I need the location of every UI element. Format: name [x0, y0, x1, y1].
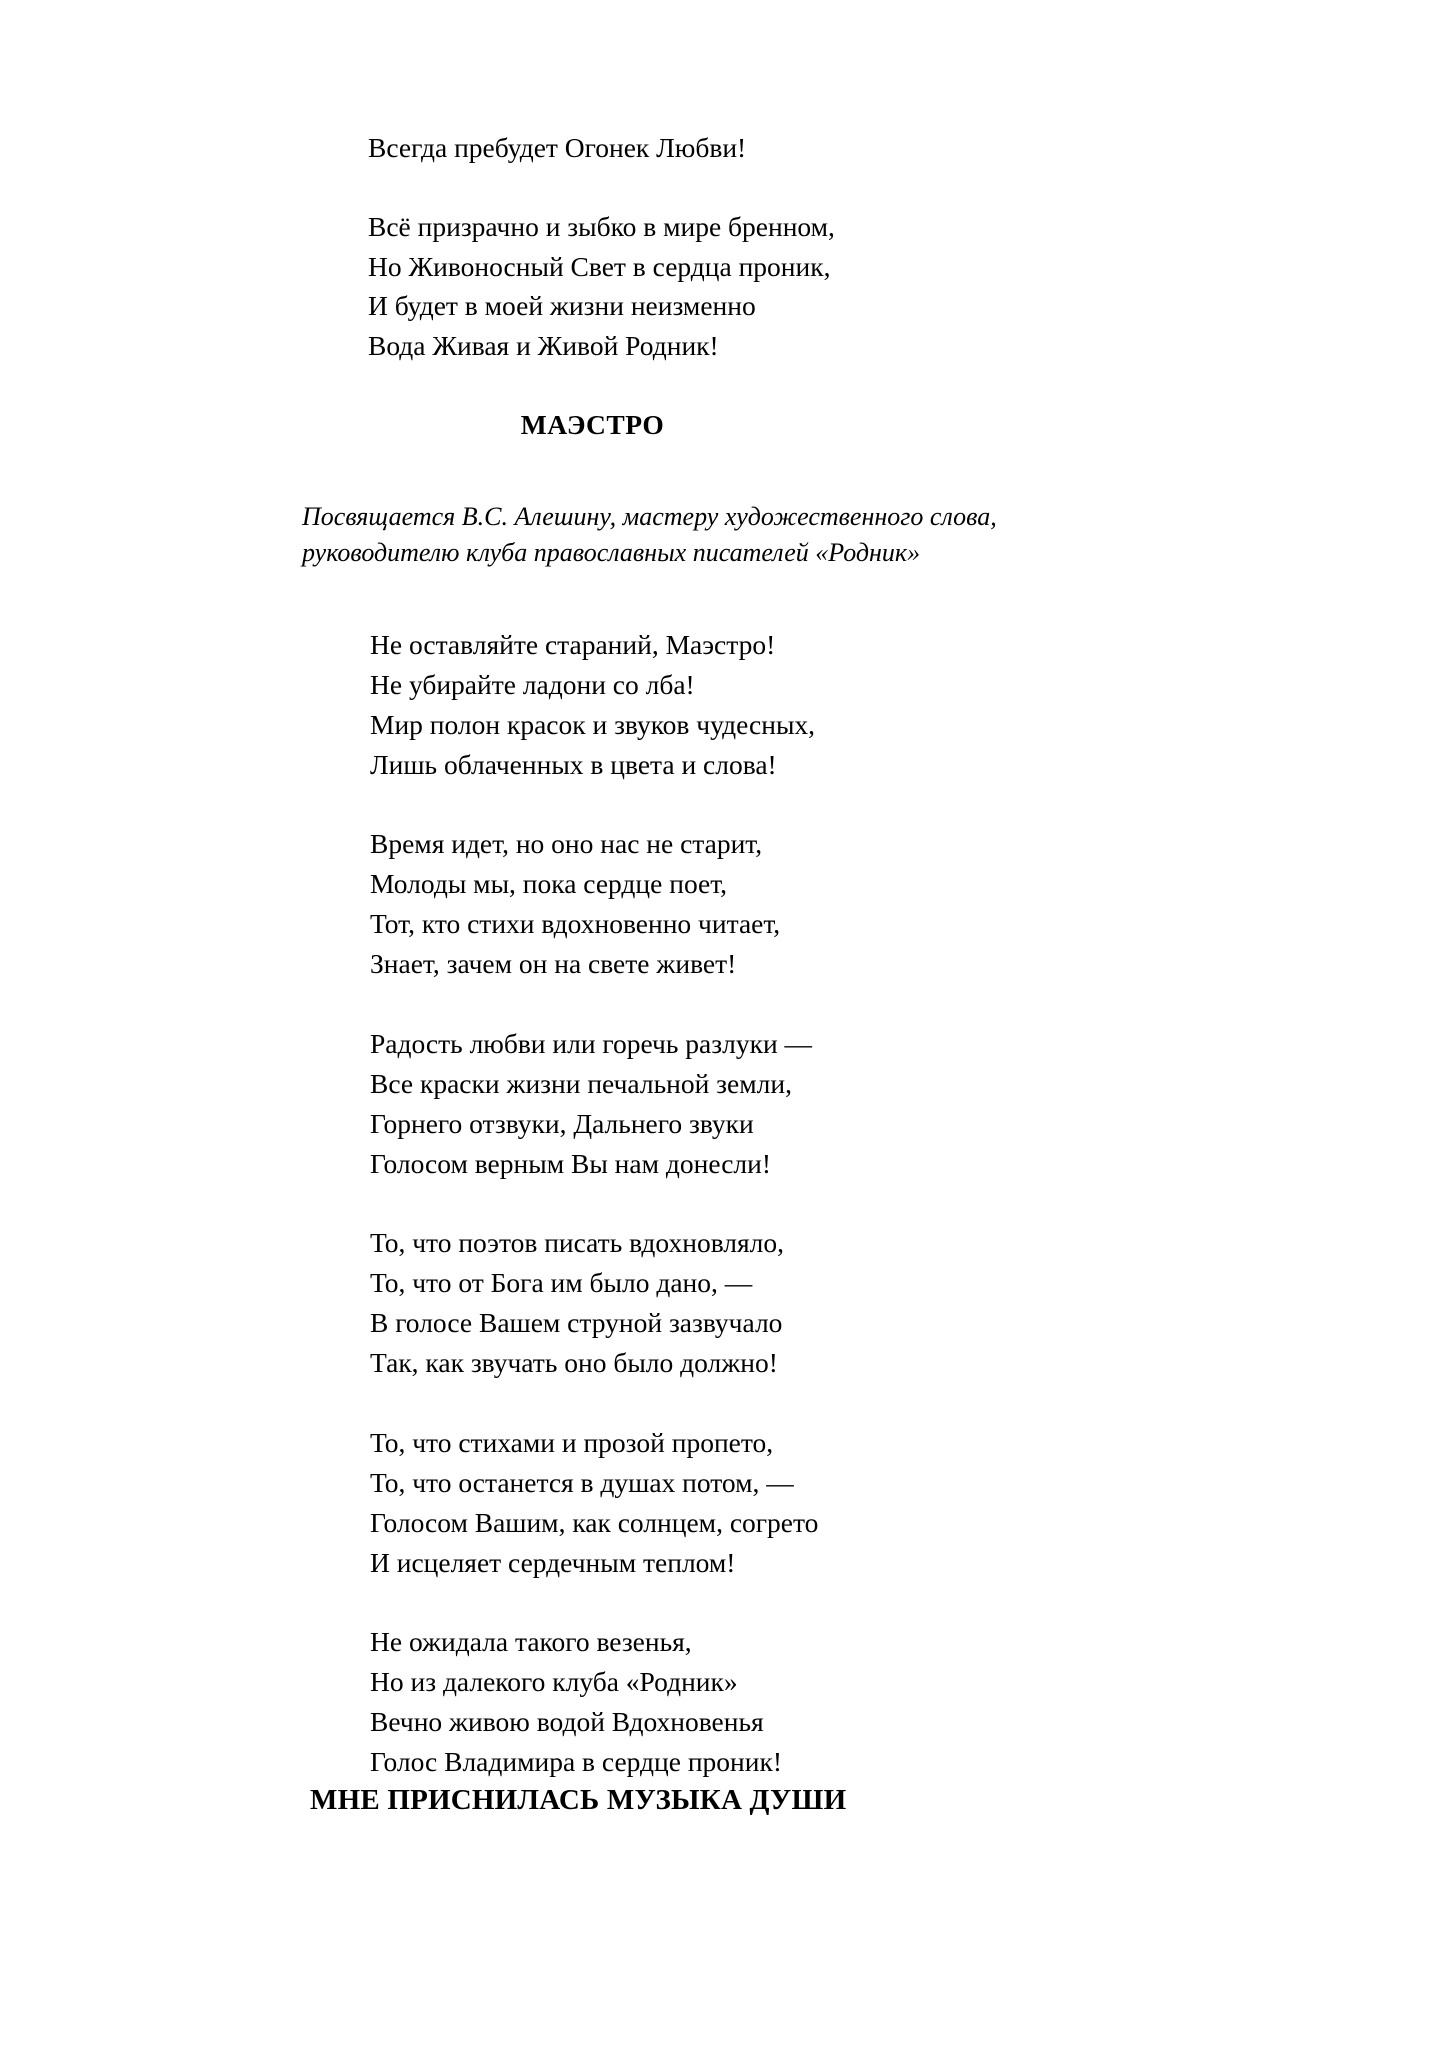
verse-line: Голос Владимира в сердце проник! — [370, 1746, 782, 1777]
verse-line: Не ожидала такого везенья, — [370, 1626, 692, 1657]
top-fragment — [0, 128, 1455, 365]
verse-line: И будет в моей жизни неизменно — [368, 290, 756, 321]
verse-line: То, что останется в душах потом, — — [370, 1466, 794, 1498]
verse-line: Тот, кто стихи вдохновенно читает, — [370, 908, 781, 939]
next-section-heading: МНЕ ПРИСНИЛАСЬ МУЗЫКА ДУШИ — [310, 1784, 847, 1816]
verse-line: Всегда пребудет Огонек Любви! — [368, 132, 747, 163]
verse-line: Молоды мы, пока сердце поет, — [370, 868, 728, 899]
verse-line: Мир полон красок и звуков чудесных, — [370, 708, 816, 740]
verse-line: Радость любви или горечь разлуки — — [370, 1027, 813, 1059]
dedication-line-2: руководителю клуба православных писателей «Родник» — [302, 537, 921, 567]
verse-line: Знает, зачем он на свете живет! — [370, 948, 737, 979]
verse-line: Голосом верным Вы нам донесли! — [370, 1147, 772, 1179]
stanza-gap — [370, 984, 1455, 1024]
verse-line: Все краски жизни печальной земли, — [370, 1067, 792, 1099]
verse-line: То, что поэтов писать вдохновляло, — [370, 1227, 785, 1258]
poem-stanza — [370, 1622, 1455, 1782]
spacer — [0, 365, 1455, 405]
verse-line: И исцеляет сердечным теплом! — [370, 1546, 736, 1578]
verse-line: То, что стихами и прозой пропето, — [370, 1426, 774, 1458]
poem-stanza — [370, 824, 1455, 984]
poem-stanza — [370, 1024, 1455, 1184]
stanza-gap — [370, 1583, 1455, 1623]
poem-stanza — [370, 1423, 1455, 1583]
stanza-final — [368, 207, 1455, 365]
section-title: МАЭСТРО — [520, 409, 665, 440]
verse-line: Голосом Вашим, как солнцем, согрето — [370, 1506, 819, 1538]
verse-line: Лишь облаченных в цвета и слова! — [370, 748, 777, 780]
verse-line: То, что от Бога им было дано, — — [370, 1267, 753, 1298]
verse-line: Вода Живая и Живой Родник! — [368, 329, 719, 361]
verse-line: В голосе Вашем струной зазвучало — [370, 1307, 783, 1338]
spacer — [0, 571, 1455, 625]
verse-line: Всё призрачно и зыбко в мире бренном, — [368, 211, 835, 242]
verse-line: Так, как звучать оно было должно! — [370, 1347, 778, 1378]
stanza-gap — [370, 1383, 1455, 1423]
dedication-line-1: Посвящается В.С. Алешину, мастеру художественного слова, — [302, 501, 997, 531]
spacer — [0, 445, 1455, 499]
verse-line: Не оставляйте стараний, Маэстро! — [370, 628, 776, 660]
stanza-closing-line — [368, 128, 1455, 168]
verse-line: Но Живоносный Свет в сердца проник, — [368, 250, 831, 282]
stanza-gap — [370, 1184, 1455, 1224]
poem-body — [0, 625, 1455, 1783]
verse-line: Время идет, но оно нас не старит, — [370, 828, 763, 859]
verse-line: Не убирайте ладони со лба! — [370, 668, 695, 700]
stanza-gap — [368, 168, 1455, 208]
verse-line: Вечно живою водой Вдохновенья — [370, 1706, 764, 1737]
stanza-gap — [370, 785, 1455, 825]
poem-stanza — [370, 1223, 1455, 1383]
dedication-block — [0, 499, 1455, 571]
verse-line: Но из далекого клуба «Родник» — [370, 1666, 738, 1697]
verse-line: Горнего отзвуки, Дальнего звуки — [370, 1107, 754, 1139]
poem-stanza — [370, 625, 1455, 785]
